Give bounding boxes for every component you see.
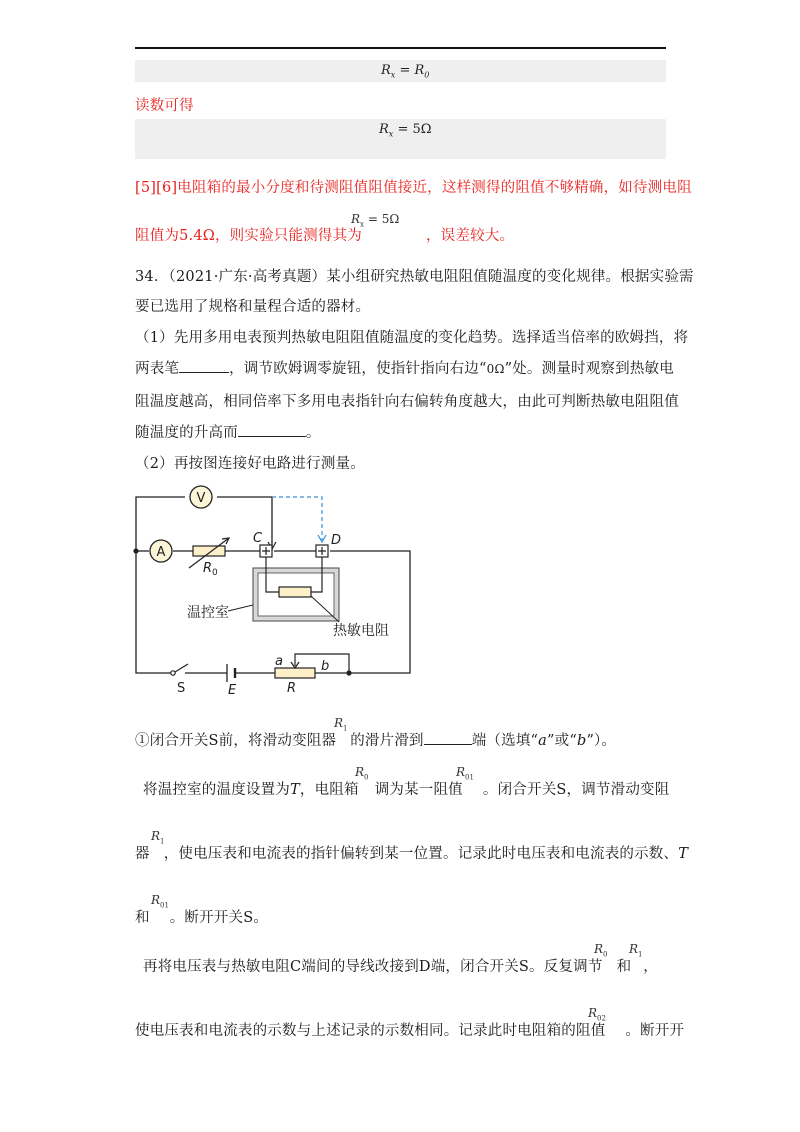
analysis-line-2: 阻值为5.4Ω，则实验只能测得其为 ，误差较大。 <box>135 228 515 244</box>
battery-label: E <box>228 683 237 698</box>
formula-rx-equals-r0: $R_x = R_0$ <box>381 63 430 80</box>
read-label: 读数可得 <box>135 98 194 114</box>
part1-line-1: （1）先用多用电表预判热敏电阻阻值随温度的变化趋势。选择适当倍率的欧姆挡，将 <box>135 330 689 346</box>
label-b: b <box>321 659 330 674</box>
part1-line-2: 两表笔 ，调节欧姆调零旋钮，使指针指向右边“0Ω”处。测量时观察到热敏电 <box>135 361 674 377</box>
label-a: a <box>275 654 283 669</box>
chamber-pointer <box>228 605 253 611</box>
thermistor-label: 热敏电阻 <box>333 623 389 639</box>
analysis-line-1: [5][6]电阻箱的最小分度和待测阻值阻值接近，这样测得的阻值不够精确，如待测电阻 <box>135 180 692 196</box>
inline-r0-step5: $R_0$ <box>594 942 608 959</box>
step-1: ①闭合开关S前，将滑动变阻器 的滑片滑到 端（选填“a”或“b”）。 <box>135 733 617 749</box>
switch-contact <box>171 671 175 675</box>
step-5: 再将电压表与热敏电阻C端间的导线改接到D端，闭合开关S。反复调节 和 ， <box>143 959 658 975</box>
part1-line-4: 随温度的升高而 。 <box>135 425 321 441</box>
inline-r1-step5: $R_1$ <box>629 942 643 959</box>
step-2: 将温控室的温度设置为T，电阻箱 调为某一阻值 。闭合开关S，调节滑动变阻 <box>143 782 670 798</box>
blank-2 <box>238 436 306 437</box>
inline-r0-step2: $R_0$ <box>355 765 369 782</box>
ammeter-label: A <box>156 545 166 560</box>
inline-r1-step3: $R_1$ <box>151 829 165 846</box>
junction-left <box>133 548 138 553</box>
switch-label: S <box>177 681 186 696</box>
top-rule <box>135 47 666 49</box>
rheostat <box>275 668 315 678</box>
question-header-2: 要已选用了规格和量程合适的器材。 <box>135 299 371 315</box>
label-c: C <box>253 531 263 546</box>
rheostat-label: R <box>287 681 297 696</box>
inline-r01-step2: $R_{01}$ <box>456 765 474 782</box>
circuit-diagram <box>125 480 425 700</box>
label-d: D <box>331 533 342 548</box>
wire-voltmeter-right <box>217 497 272 551</box>
analysis-inline-formula: $R_x = 5\Omega$ <box>351 212 400 229</box>
part1-line-3: 阻温度越高，相同倍率下多用电表指针向右偏转角度越大，由此可判断热敏电阻阻值 <box>135 394 679 410</box>
blank-1 <box>179 372 229 373</box>
wire-left-bottom <box>136 551 171 673</box>
r0-label: $R_0$ <box>203 561 218 578</box>
thermistor <box>279 587 311 597</box>
step-4: 和 。断开开关S。 <box>135 910 269 926</box>
chamber-label: 温控室 <box>187 605 229 621</box>
voltmeter-label: V <box>196 491 206 506</box>
dashed-wire <box>272 497 322 540</box>
resistor-box-r0 <box>193 546 225 556</box>
step-6: 使电压表和电流表的示数与上述记录的示数相同。记录此时电阻箱的阻值 。断开开 <box>135 1023 685 1039</box>
question-header-1: 34．（2021·广东·高考真题）某小组研究热敏电阻阻值随温度的变化规律。根据实验需 <box>135 269 694 285</box>
switch-lever <box>175 664 188 672</box>
wire-right <box>330 551 410 673</box>
formula-rx-equals-5: $R_x = 5\Omega$ <box>379 122 432 139</box>
part2-line: （2）再按图连接好电路进行测量。 <box>135 456 365 472</box>
blank-3 <box>424 744 472 745</box>
step-3: 器 ，使电压表和电流表的指针偏转到某一位置。记录此时电压表和电流表的示数、T <box>135 846 689 862</box>
inline-r01-step4: $R_{01}$ <box>151 893 169 910</box>
inline-r02-step6: $R_{02}$ <box>588 1006 606 1023</box>
inline-r1-step1: $R_1$ <box>334 716 348 733</box>
